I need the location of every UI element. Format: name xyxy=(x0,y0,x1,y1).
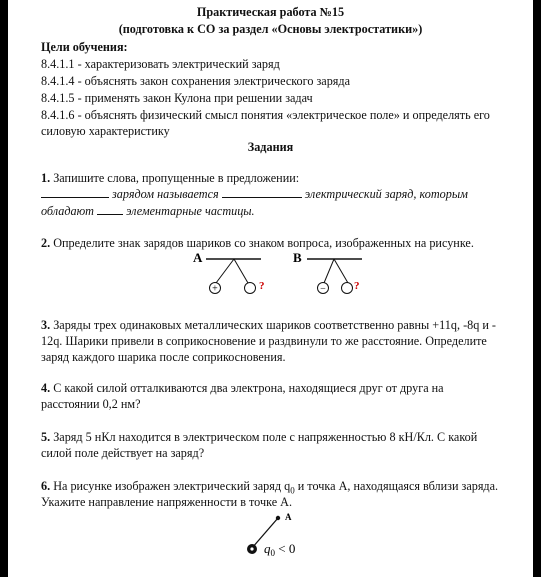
goals-heading: Цели обучения: xyxy=(41,40,128,54)
charge-label: $q_0 < 0$ xyxy=(264,541,296,558)
task-6-line: Укажите направление напряженности в точке А. xyxy=(41,495,293,509)
task-2-figure xyxy=(188,249,378,299)
task-3-line: 12q. Шарики привели в соприкосновение и раздвинули то же расстояние. Определите xyxy=(41,334,487,348)
task-4-line: 4. С какой силой отталкиваются два электрона, находящиеся друг от друга на xyxy=(41,381,444,395)
point-a-label: A xyxy=(285,512,292,522)
label-b: B xyxy=(293,250,302,265)
thread xyxy=(324,259,334,283)
goal-item: 8.4.1.5 - применять закон Кулона при решении задач xyxy=(41,91,313,105)
unknown-ball xyxy=(342,283,353,294)
answer-blank[interactable] xyxy=(222,186,302,198)
task-number: 2. xyxy=(41,236,51,250)
task-1-sentence-line2: обладают элементарные частицы. xyxy=(41,204,255,218)
minus-sign: − xyxy=(320,283,326,295)
task-number: 3. xyxy=(41,318,51,332)
page-title: Практическая работа №15 xyxy=(196,5,345,19)
thread xyxy=(334,259,348,283)
task-6-line: 6. На рисунке изображен электрический заряд $q_0$ и точка А, находящаяся вблизи заряда. xyxy=(41,479,499,496)
task-6-figure xyxy=(240,508,320,568)
task-1-sentence-line1: зарядом называется электрический заряд, которым xyxy=(41,186,468,202)
task-number: 4. xyxy=(41,381,51,395)
unknown-ball xyxy=(245,283,256,294)
thread xyxy=(234,259,248,283)
goal-item: 8.4.1.1 - характеризовать электрический заряд xyxy=(41,57,280,71)
question-mark: ? xyxy=(259,280,265,292)
task-1-prompt: 1. Запишите слова, пропущенные в предложении: xyxy=(41,171,300,185)
answer-blank[interactable] xyxy=(41,186,109,198)
task-4-line: расстоянии 0,2 нм? xyxy=(41,397,141,411)
worksheet-page xyxy=(8,0,533,577)
task-5-line: силой поле действует на заряд? xyxy=(41,446,205,460)
label-a: A xyxy=(193,250,203,265)
answer-blank[interactable] xyxy=(97,203,123,215)
plus-sign: + xyxy=(212,283,218,295)
tasks-heading: Задания xyxy=(247,140,294,154)
task-3-line: 3. Заряды трех одинаковых металлических шариков соответственно равны +11q, -8q и - xyxy=(41,318,496,332)
task-number: 5. xyxy=(41,430,51,444)
task-2-prompt: 2. Определите знак зарядов шариков со знаком вопроса, изображенных на рисунке. xyxy=(41,236,474,250)
task-number: 1. xyxy=(41,171,51,185)
thread xyxy=(216,259,234,283)
goal-item: 8.4.1.4 - объяснять закон сохранения электрического заряда xyxy=(41,74,351,88)
goal-item: силовую характеристику xyxy=(41,124,170,138)
task-5-line: 5. Заряд 5 нКл находится в электрическом поле с напряженностью 8 кН/Кл. С какой xyxy=(41,430,478,444)
question-mark: ? xyxy=(354,280,360,292)
task-number: 6. xyxy=(41,479,51,493)
page-subtitle: (подготовка к СО за раздел «Основы электростатики») xyxy=(118,22,423,36)
task-3-line: заряд каждого шарика после соприкосновения. xyxy=(41,350,286,364)
goal-item: 8.4.1.6 - объяснять физический смысл понятия «электрическое поле» и определять его xyxy=(41,108,490,122)
point-a-marker xyxy=(276,516,280,520)
charge-q0-center xyxy=(250,547,253,550)
